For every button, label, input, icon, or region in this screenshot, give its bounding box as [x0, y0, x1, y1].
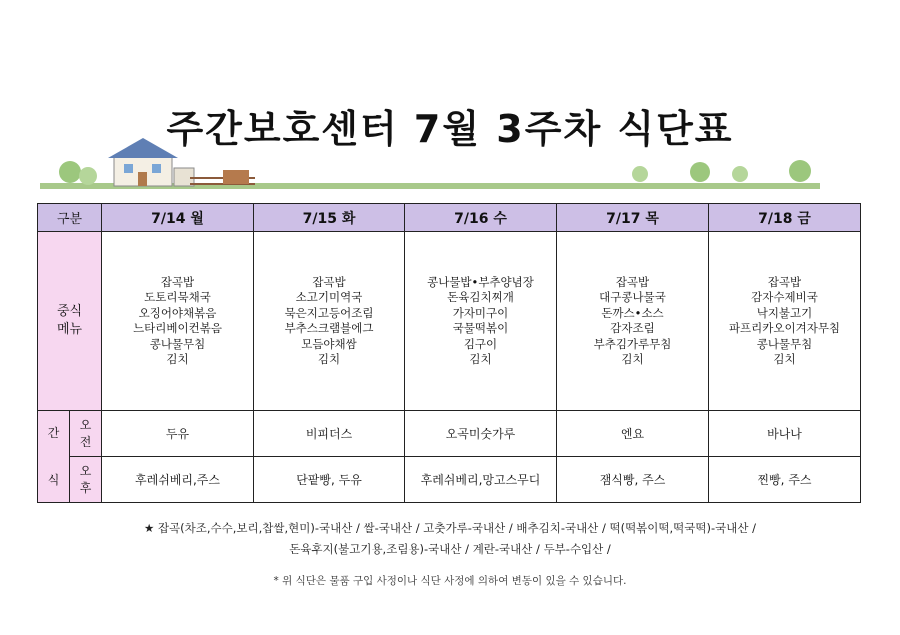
snack-pm-fri: 찐빵, 주스: [709, 457, 861, 503]
origin-note-line: ★ 잡곡(차조,수수,보리,찹쌀,현미)-국내산 / 쌀-국내산 / 고춧가루-국내산 / 배추김치-국내산 / 떡(떡볶이떡,떡국떡)-국내산 /: [143, 521, 756, 535]
day-header: 7/14 월: [102, 204, 254, 232]
origin-note-line: 돈육후지(불고기용,조림용)-국내산 / 계란-국내산 / 두부-수입산 /: [289, 542, 611, 556]
dish: 부추스크램블에그: [284, 321, 374, 335]
dish: 김치: [166, 352, 189, 366]
dish: 김치: [469, 352, 492, 366]
dish: 모듬야채쌈: [301, 336, 357, 351]
dish: 김치: [317, 352, 341, 366]
house-scenery-illustration: [40, 138, 820, 190]
day-header: 7/17 목: [557, 204, 709, 232]
dish: 국물떡볶이: [452, 321, 509, 335]
lunch-menu-mon: [102, 232, 254, 411]
snack-pm-thu: 잼식빵, 주스: [557, 457, 709, 503]
dish: 묵은지고등어조림: [284, 305, 374, 320]
dish: 김치: [621, 352, 644, 366]
day-header: 7/15 화: [254, 204, 405, 232]
menu-disclaimer: * 위 식단은 물품 구입 사정이나 식단 사정에 의하여 변동이 있을 수 있습니다.: [273, 575, 627, 587]
weekly-menu-table: [37, 203, 861, 503]
day-header: 7/18 금: [709, 204, 861, 232]
lunch-menu-thu: [557, 232, 709, 411]
dish: 돈육김치찌개: [447, 290, 514, 304]
snack-pm-wed: 후레쉬베리,망고스무디: [405, 457, 557, 503]
dish: 잡곡밥: [767, 274, 802, 289]
snack-am-tue: 비피더스: [254, 411, 405, 457]
lunch-menu-fri: [709, 232, 861, 411]
dish: 낙지불고기: [756, 305, 813, 320]
origin-notes: [0, 518, 900, 560]
snack-pm-mon: 후레쉬베리,주스: [102, 457, 254, 503]
lunch-menu-wed: [405, 232, 557, 411]
dish: 오징어야채볶음: [138, 305, 217, 320]
dish: 대구콩나물국: [599, 290, 666, 304]
dish: 잡곡밥: [160, 274, 195, 289]
snack-pm-label: 오 후: [70, 457, 102, 503]
header-row: [38, 204, 861, 232]
snack-am-wed: 오곡미숫가루: [405, 411, 557, 457]
snack-am-thu: 엔요: [557, 411, 709, 457]
snack-am-row: [38, 411, 861, 457]
dish: 김구이: [463, 336, 498, 351]
snack-am-label: 오 전: [70, 411, 102, 457]
dish: 콩나물밥•부추양념장: [427, 274, 534, 289]
dish: 도토리묵채국: [144, 290, 211, 304]
dish: 잡곡밥: [615, 274, 650, 289]
snack-am-mon: 두유: [102, 411, 254, 457]
lunch-label: 중식 메뉴: [38, 232, 102, 411]
dish: 잡곡밥: [312, 274, 346, 289]
dish: 느타리베이컨볶음: [133, 321, 222, 335]
dish: 감자수제비국: [751, 290, 818, 304]
category-header: 구분: [38, 204, 102, 232]
dish: 콩나물무침: [149, 336, 206, 351]
dish: 소고기미역국: [295, 290, 363, 304]
dish: 감자조림: [610, 321, 655, 335]
dish: 부추김가루무침: [593, 336, 672, 351]
dish: 파프리카오이겨자무침: [728, 321, 841, 335]
dish: 돈까스•소스: [601, 305, 664, 320]
lunch-row: [38, 232, 861, 411]
snack-pm-row: [38, 457, 861, 503]
day-header: 7/16 수: [405, 204, 557, 232]
page-title: 주간보호센터 7월 3주차 식단표: [166, 107, 734, 151]
lunch-menu-tue: [254, 232, 405, 411]
snack-label: 간 식: [38, 411, 70, 503]
dish: 가자미구이: [452, 305, 509, 320]
dish: 김치: [773, 352, 796, 366]
snack-am-fri: 바나나: [709, 411, 861, 457]
snack-pm-tue: 단팥빵, 두유: [254, 457, 405, 503]
dish: 콩나물무침: [756, 336, 813, 351]
